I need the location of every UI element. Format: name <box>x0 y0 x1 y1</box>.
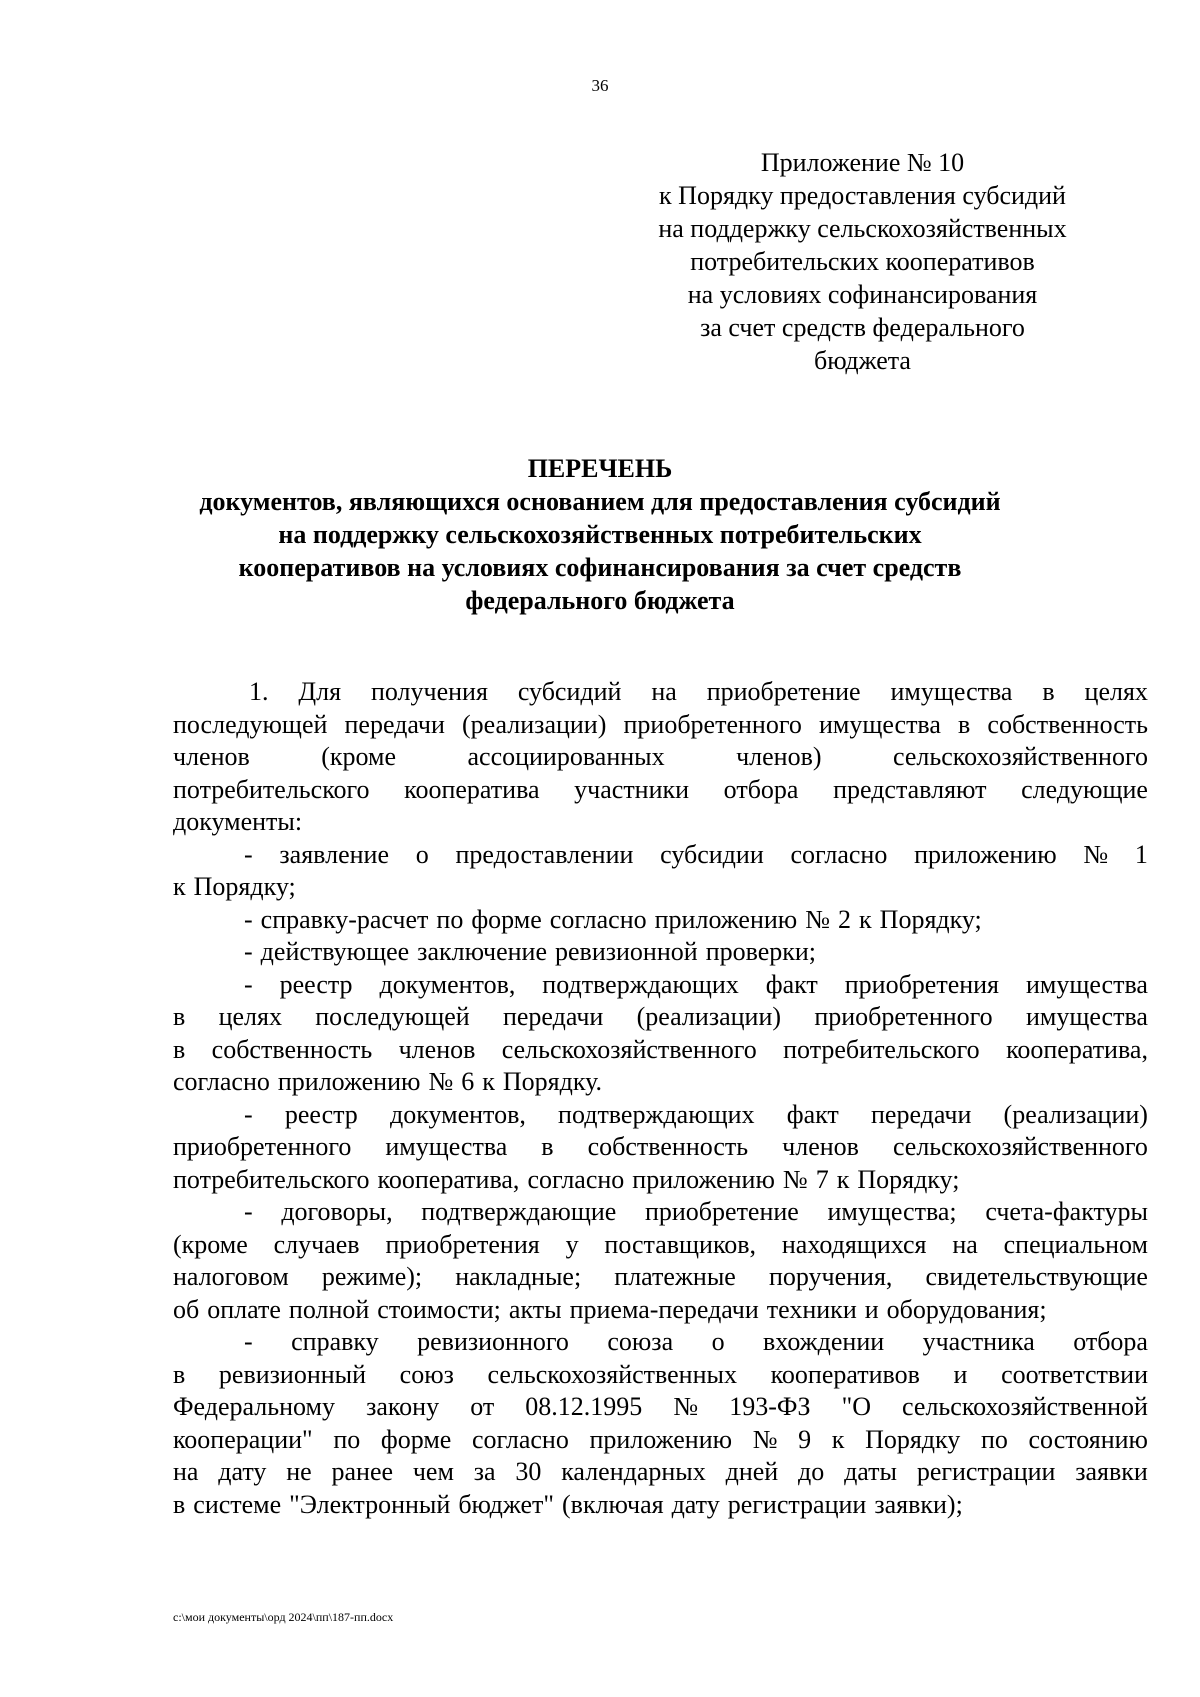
body-word: "Электронный <box>289 1489 451 1519</box>
body-line <box>173 1456 1148 1489</box>
body-line <box>173 1294 1148 1327</box>
body-word: последующей <box>173 709 328 739</box>
body-word: представляют <box>833 774 987 804</box>
body-word: справку-расчет <box>260 904 429 934</box>
body-word: - <box>244 1327 253 1356</box>
body-word: Порядку <box>865 1424 961 1454</box>
body-word: на <box>173 1457 199 1486</box>
body-word: участники <box>574 774 690 804</box>
body-line <box>173 741 1148 774</box>
body-word: Федеральному <box>173 1392 335 1421</box>
body-word: 2 <box>838 904 852 934</box>
body-word: форме <box>380 1424 452 1454</box>
body-word: членов <box>782 1132 859 1161</box>
body-word: Порядку; <box>857 1164 960 1194</box>
body-word: полной <box>288 1294 370 1324</box>
body-line <box>173 774 1148 807</box>
body-word: 1 <box>1134 839 1148 869</box>
body-word: приобретенного <box>623 709 802 739</box>
body-word: приема-передачи <box>569 1294 759 1324</box>
body-word: предоставлении <box>455 839 634 869</box>
body-word: Порядку; <box>879 904 982 934</box>
body-word: отбора <box>1073 1327 1148 1356</box>
body-word: заключение <box>417 937 548 966</box>
body-line <box>173 1066 1148 1099</box>
body-word: № <box>673 1392 699 1421</box>
body-word: собственность <box>587 1132 749 1161</box>
body-word: поставщиков, <box>604 1229 757 1259</box>
body-word: - <box>244 839 253 869</box>
body-word: членов) <box>736 742 822 771</box>
body-word: № <box>782 1164 808 1194</box>
body-word: налоговом <box>173 1262 289 1291</box>
body-line <box>173 936 1148 969</box>
body-word: подтверждающих <box>542 969 739 999</box>
body-word: документов, <box>390 1099 526 1129</box>
body-line <box>173 806 1148 839</box>
body-word: договоры, <box>281 1197 393 1226</box>
body-word: приобретение <box>644 1197 799 1226</box>
body-word: - <box>244 1099 253 1129</box>
body-word: оплате <box>207 1294 281 1324</box>
body-word: собственность <box>211 1034 373 1064</box>
body-word: приложению <box>914 839 1057 869</box>
body-word: субсидий <box>517 677 622 706</box>
body-word: согласно <box>790 839 888 869</box>
body-word: членов <box>398 1034 476 1064</box>
body-word: (реализации) <box>462 709 607 739</box>
body-line <box>173 1391 1148 1424</box>
body-word: кооператива <box>404 774 540 804</box>
body-word: приобретения <box>385 1229 540 1259</box>
body-word: приобретение <box>706 677 861 706</box>
body-word: акты <box>508 1294 562 1324</box>
body-word: к <box>831 1424 845 1454</box>
body-word: режиме); <box>321 1262 423 1291</box>
body-word: собственность <box>987 709 1148 739</box>
body-word: передачи <box>502 1002 604 1031</box>
body-word: соответствии <box>1001 1359 1148 1389</box>
body-word: стоимости; <box>377 1294 501 1324</box>
body-word: - <box>244 904 253 934</box>
body-word: специальном <box>1003 1229 1148 1259</box>
body-word: об <box>173 1294 200 1324</box>
body-word: о <box>711 1327 725 1356</box>
body-word: Порядку. <box>502 1067 603 1096</box>
body-word: форме <box>471 904 542 934</box>
body-word: системе <box>193 1489 282 1519</box>
body-word: сельскохозяйственных <box>487 1359 737 1389</box>
body-word: имущества <box>1025 969 1148 999</box>
body-word: счета-фактуры <box>985 1197 1148 1226</box>
body-word: проверки; <box>705 937 817 966</box>
body-word: ревизионный <box>218 1359 367 1389</box>
body-word: 1. <box>249 677 269 706</box>
appendix-line: к Порядку предоставления субсидий <box>659 181 1066 210</box>
document-title <box>0 452 1200 617</box>
body-word: сельскохозяйственного <box>892 1132 1148 1161</box>
title-line: федерального бюджета <box>465 586 735 615</box>
body-word: кооперации" <box>173 1424 313 1454</box>
body-word: закону <box>366 1392 440 1421</box>
body-word: подтверждающих <box>558 1099 755 1129</box>
document-body <box>173 676 1148 1521</box>
body-word: состоянию <box>1028 1424 1148 1454</box>
body-word: отбора <box>723 774 799 804</box>
body-word: согласно <box>549 904 647 934</box>
body-word: - <box>244 937 253 966</box>
body-word: у <box>565 1229 579 1259</box>
body-word: в <box>541 1132 554 1161</box>
body-word: приобретенного <box>814 1002 993 1031</box>
body-word: потребительского <box>783 1034 980 1064</box>
body-line <box>173 871 1148 904</box>
body-word: находящихся <box>781 1229 927 1259</box>
body-line <box>173 1489 1148 1522</box>
body-word: 7 <box>815 1164 829 1194</box>
body-line <box>173 1099 1148 1132</box>
body-word: по <box>333 1424 361 1454</box>
body-word: по <box>980 1424 1008 1454</box>
appendix-line: за счет средств федерального <box>700 313 1025 342</box>
body-word: подтверждающие <box>421 1197 617 1226</box>
body-word: заявки <box>1075 1457 1148 1486</box>
body-word: потребительского <box>173 1164 370 1194</box>
body-word: справку <box>291 1327 379 1356</box>
body-word: приобретенного <box>173 1132 352 1161</box>
body-word: в <box>173 1034 186 1064</box>
body-word: Для <box>298 677 342 706</box>
body-word: в <box>173 1489 186 1519</box>
appendix-line: на условиях софинансирования <box>687 280 1038 309</box>
body-word: "О <box>841 1392 871 1421</box>
body-word: 193-ФЗ <box>729 1392 811 1421</box>
body-word: до <box>798 1457 825 1486</box>
body-word: вхождении <box>763 1327 885 1356</box>
body-word: заявки); <box>874 1489 963 1519</box>
body-word: техники <box>766 1294 857 1324</box>
body-word: в <box>1042 677 1055 706</box>
body-word: членов <box>173 742 250 771</box>
body-word: 6 <box>461 1067 475 1096</box>
body-line <box>173 1164 1148 1197</box>
body-word: приложению <box>277 1067 421 1096</box>
body-word: не <box>286 1457 312 1486</box>
body-word: союз <box>399 1359 454 1389</box>
body-word: регистрации <box>916 1457 1056 1486</box>
body-line <box>173 1326 1148 1359</box>
title-line: на поддержку сельскохозяйственных потребительских <box>278 520 922 549</box>
body-line <box>173 1034 1148 1067</box>
appendix-header <box>600 146 1200 377</box>
appendix-line: потребительских кооперативов <box>690 247 1035 276</box>
body-word: имущества <box>385 1132 508 1161</box>
body-line <box>173 1359 1148 1392</box>
body-word: даты <box>844 1457 897 1486</box>
body-word: участника <box>922 1327 1035 1356</box>
body-word: бюджет" <box>458 1489 555 1519</box>
body-line <box>173 969 1148 1002</box>
body-word: кооператива, <box>377 1164 520 1194</box>
body-word: приложению <box>632 1164 775 1194</box>
body-word: 08.12.1995 <box>525 1392 643 1421</box>
body-word: сельскохозяйственного <box>892 742 1148 771</box>
body-word: на <box>651 677 677 706</box>
appendix-line: бюджета <box>814 346 911 375</box>
body-word: к <box>482 1067 495 1096</box>
body-word: на <box>952 1229 978 1259</box>
body-word: союза <box>607 1327 674 1356</box>
body-word: ревизионного <box>417 1327 569 1356</box>
body-line <box>173 1131 1148 1164</box>
body-line <box>173 1001 1148 1034</box>
body-word: получения <box>370 677 488 706</box>
body-word: и <box>953 1359 968 1389</box>
body-word: календарных <box>561 1457 706 1486</box>
body-word: имущества <box>890 677 1013 706</box>
body-word: ранее <box>331 1457 394 1486</box>
body-word: оборудования; <box>886 1294 1047 1324</box>
body-word: № <box>752 1424 778 1454</box>
body-word: (реализации) <box>1003 1099 1148 1129</box>
body-word: реестр <box>284 1099 358 1129</box>
body-line <box>173 676 1148 709</box>
body-word: согласно <box>471 1424 569 1454</box>
body-word: факт <box>786 1099 839 1129</box>
body-word: дату <box>671 1489 720 1519</box>
appendix-line: Приложение № 10 <box>760 148 965 177</box>
body-word: регистрации <box>727 1489 867 1519</box>
body-word: в <box>173 1359 186 1389</box>
body-word: чем <box>412 1457 454 1486</box>
body-word: дату <box>218 1457 267 1486</box>
body-word: и <box>864 1294 879 1324</box>
body-word: - <box>244 969 253 999</box>
body-word: 9 <box>798 1424 812 1454</box>
body-line <box>173 709 1148 742</box>
body-word: следующие <box>1021 774 1148 804</box>
body-word: документы: <box>173 807 303 836</box>
body-word: - <box>244 1197 253 1226</box>
body-word: к <box>859 904 872 934</box>
title-line: ПЕРЕЧЕНЬ <box>527 454 673 483</box>
body-word: документов, <box>379 969 516 999</box>
body-line <box>173 839 1148 872</box>
body-word: имущества; <box>827 1197 957 1226</box>
body-word: согласно <box>527 1164 625 1194</box>
body-word: к <box>173 872 186 901</box>
body-word: приложению <box>589 1424 733 1454</box>
body-word: факт <box>765 969 818 999</box>
body-word: в <box>958 709 971 739</box>
body-word: № <box>805 904 831 934</box>
body-word: целях <box>1084 677 1148 706</box>
title-line: документов, являющихся основанием для предоставления субсидий <box>199 487 1001 516</box>
body-word: кооперативов <box>770 1359 920 1389</box>
body-word: имущества <box>818 709 941 739</box>
body-word: ассоциированных <box>467 742 665 771</box>
body-word: приобретения <box>844 969 1000 999</box>
body-word: кооператива, <box>1006 1034 1148 1064</box>
body-word: передачи <box>344 709 445 739</box>
page-number: 36 <box>591 76 609 95</box>
body-word: передачи <box>870 1099 972 1129</box>
body-word: ревизионной <box>555 937 698 966</box>
body-line <box>173 1424 1148 1457</box>
body-line <box>173 1229 1148 1262</box>
body-word: реестр <box>279 969 353 999</box>
body-word: дней <box>725 1457 779 1486</box>
body-word: сельскохозяйственного <box>501 1034 757 1064</box>
body-word: согласно <box>173 1067 270 1096</box>
body-word: (кроме <box>173 1229 248 1259</box>
body-word: (кроме <box>321 742 397 771</box>
body-word: № <box>1083 839 1109 869</box>
body-word: (реализации) <box>636 1002 782 1031</box>
appendix-line: на поддержку сельскохозяйственных <box>658 214 1067 243</box>
body-word: приложению <box>654 904 798 934</box>
body-word: сельскохозяйственной <box>902 1392 1148 1421</box>
body-word: от <box>470 1392 495 1421</box>
body-word: за <box>473 1457 496 1486</box>
body-word: (включая <box>562 1489 664 1519</box>
body-word: действующее <box>260 937 410 966</box>
file-path-footer: c:\мои документы\орд 2024\пп\187-пп.docx <box>173 1610 394 1624</box>
body-word: свидетельствующие <box>925 1262 1148 1291</box>
body-line <box>173 904 1148 937</box>
body-line <box>173 1196 1148 1229</box>
body-word: в <box>173 1002 186 1031</box>
body-word: потребительского <box>173 774 370 804</box>
body-line <box>173 1261 1148 1294</box>
body-word: о <box>415 839 429 869</box>
body-word: Порядку; <box>193 872 296 901</box>
body-word: заявление <box>279 839 389 869</box>
body-word: случаев <box>273 1229 360 1259</box>
body-word: по <box>436 904 464 934</box>
body-word: последующей <box>315 1002 470 1031</box>
body-word: № <box>428 1067 454 1096</box>
body-word: платежные <box>614 1262 736 1291</box>
body-word: имущества <box>1025 1002 1148 1031</box>
body-word: целях <box>218 1002 282 1031</box>
body-word: субсидии <box>660 839 764 869</box>
body-word: к <box>836 1164 850 1194</box>
body-word: 30 <box>515 1457 542 1486</box>
body-word: накладные; <box>455 1262 582 1291</box>
body-word: поручения, <box>768 1262 893 1291</box>
title-line: кооперативов на условиях софинансирования за счет средств <box>238 553 962 582</box>
